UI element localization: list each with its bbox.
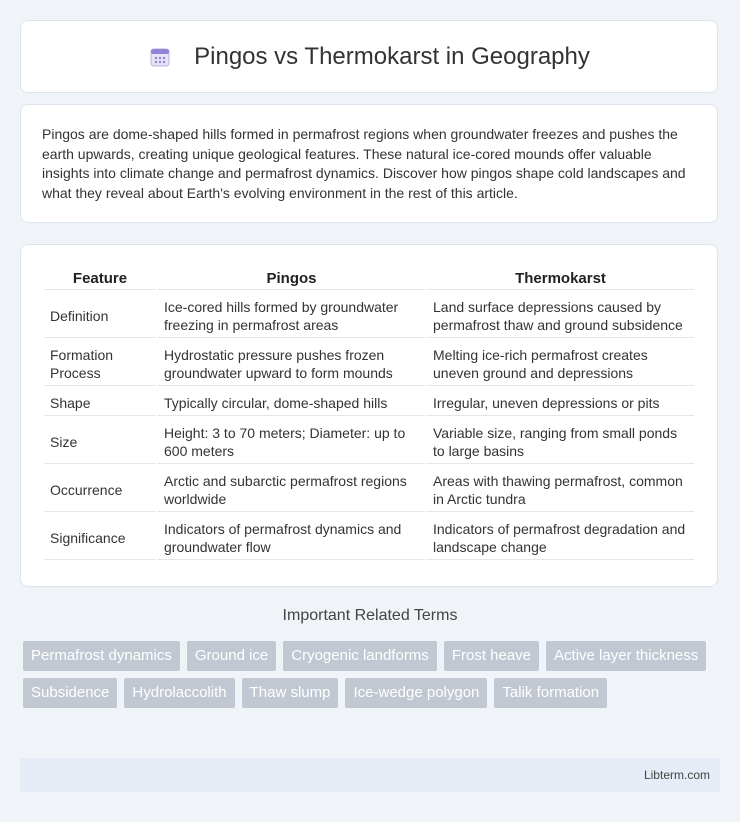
table-row [44,292,694,338]
tag-subsidence[interactable]: Subsidence [23,678,117,708]
table-cell: Typically circular, dome-shaped hills [158,388,425,416]
tag-ice-wedge-polygon[interactable]: Ice-wedge polygon [345,678,487,708]
table-cell: Areas with thawing permafrost, common in Arctic tundra [427,466,694,512]
tag-frost-heave[interactable]: Frost heave [444,641,539,671]
table-cell: Ice-cored hills formed by groundwater freezing in permafrost areas [158,292,425,338]
table-cell: Indicators of permafrost dynamics and groundwater flow [158,514,425,560]
table-row [44,388,694,416]
table-cell: Variable size, ranging from small ponds to large basins [427,418,694,464]
tag-ground-ice[interactable]: Ground ice [187,641,276,671]
footer-site-link[interactable]: Libterm.com [643,768,710,782]
table-cell: Indicators of permafrost degradation and landscape change [427,514,694,560]
table-row [44,418,694,464]
related-terms-title: Important Related Terms [282,607,458,624]
calendar-icon [148,45,172,69]
tag-active-layer-thickness[interactable]: Active layer thickness [546,641,706,671]
table-cell: Definition [44,292,156,338]
tag-cryogenic-landforms[interactable]: Cryogenic landforms [283,641,437,671]
header-feature: Feature [44,267,156,290]
title-card [20,20,718,93]
tag-talik-formation[interactable]: Talik formation [494,678,607,708]
comparison-table [42,265,696,562]
table-cell: Shape [44,388,156,416]
table-cell: Land surface depressions caused by permafrost thaw and ground subsidence [427,292,694,338]
tag-hydrolaccolith[interactable]: Hydrolaccolith [124,678,234,708]
table-cell: Size [44,418,156,464]
table-header-row [44,267,694,290]
table-cell: Irregular, uneven depressions or pits [427,388,694,416]
table-cell: Significance [44,514,156,560]
table-row [44,514,694,560]
header-thermokarst: Thermokarst [427,267,694,290]
table-row [44,466,694,512]
table-cell: Height: 3 to 70 meters; Diameter: up to 600 meters [158,418,425,464]
table-cell: Formation Process [44,340,156,386]
table-cell: Occurrence [44,466,156,512]
intro-card [20,104,718,223]
page-title: Pingos vs Thermokarst in Geography [194,42,590,70]
table-row [44,340,694,386]
footer [20,758,720,792]
table-cell: Hydrostatic pressure pushes frozen groundwater upward to form mounds [158,340,425,386]
tag-thaw-slump[interactable]: Thaw slump [242,678,339,708]
table-cell: Melting ice-rich permafrost creates uneven ground and depressions [427,340,694,386]
intro-text: Pingos are dome-shaped hills formed in permafrost regions when groundwater freezes and pushes the earth upwards, creating unique geological features. These natural ice-cored mounds offer valuable insights into climate change and permafrost dynamics. Discover how pingos shape cold landscapes and what they reveal about Earth's evolving environment in the rest of this article. [42,126,686,201]
related-terms-list [23,641,723,715]
comparison-card [20,244,718,587]
header-pingos: Pingos [158,267,425,290]
tag-permafrost-dynamics[interactable]: Permafrost dynamics [23,641,180,671]
table-cell: Arctic and subarctic permafrost regions worldwide [158,466,425,512]
